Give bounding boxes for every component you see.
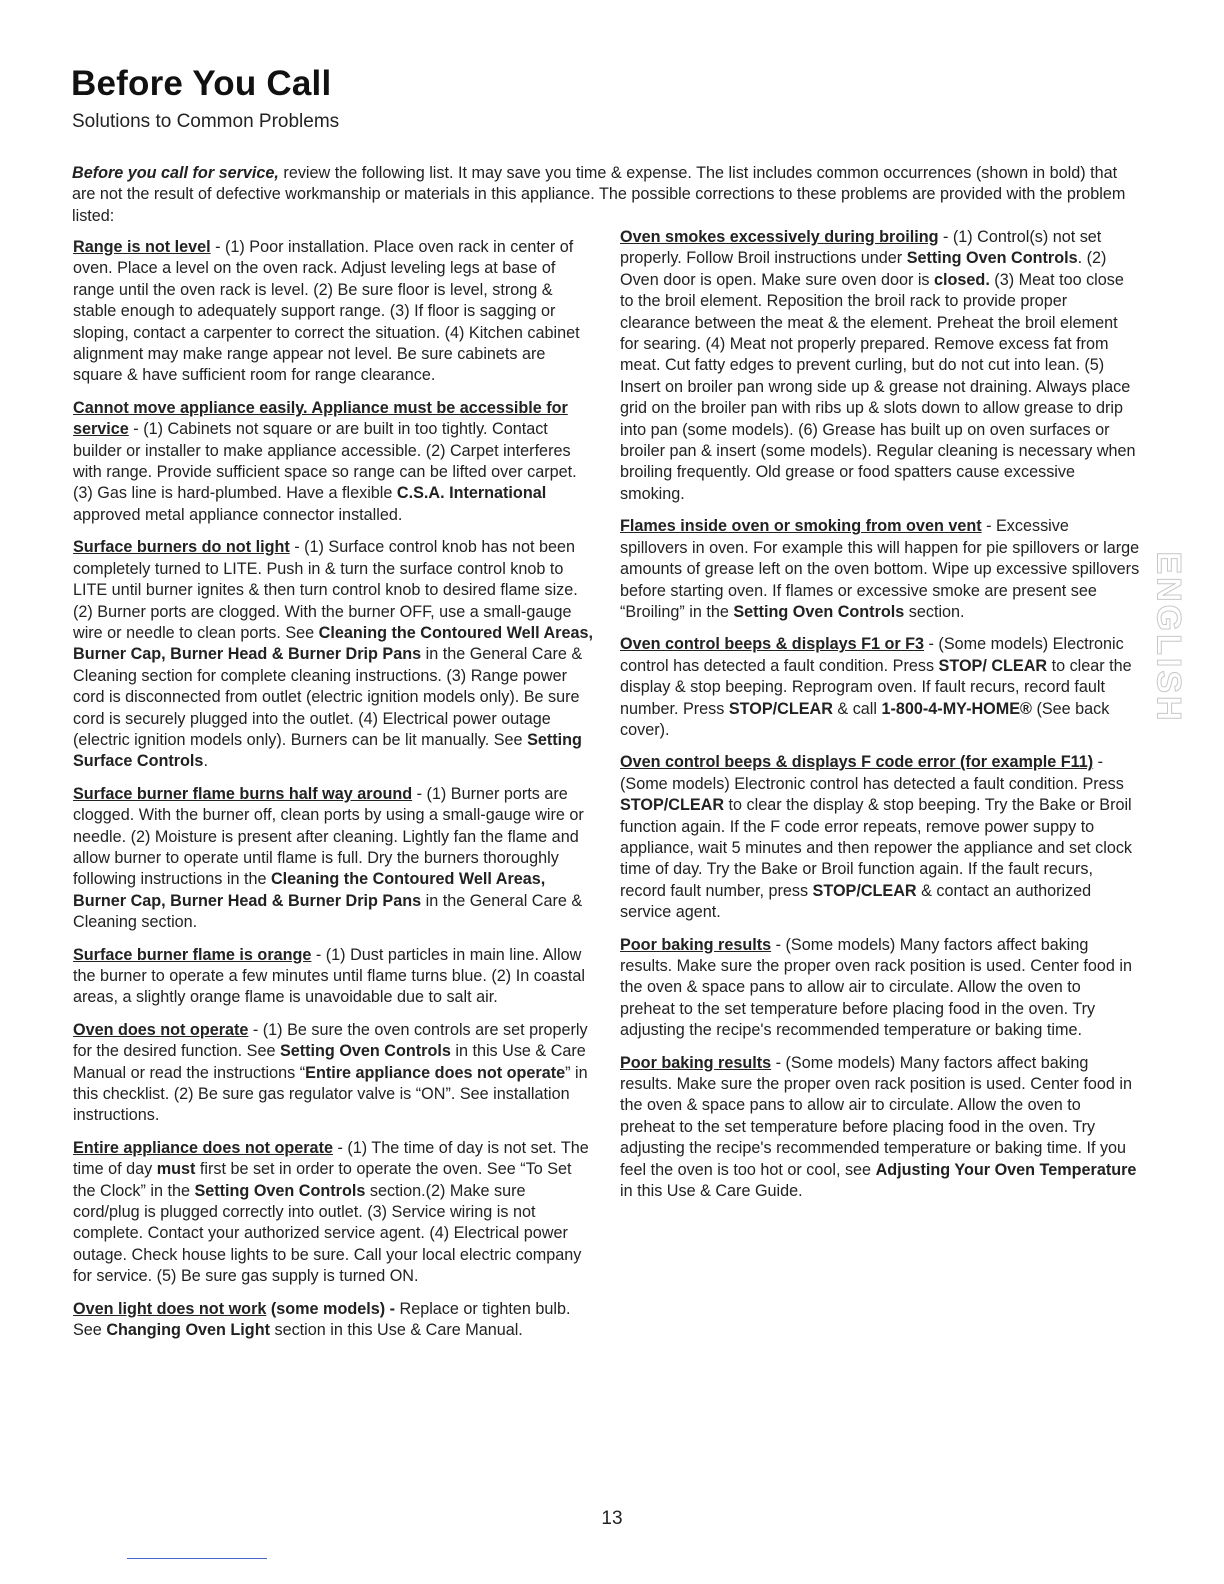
emphasis-text: Setting Oven Controls bbox=[279, 1042, 451, 1061]
solution-text: in the General Care & Cleaning section for complete cleaning instructions. (3) Range power cord is disconnected from outlet (electric ignition models only). Be sure cord is securely plugged into the outlet. (4) Electrical power outage (electric ignition models only). Burners can be lit manually. See bbox=[73, 645, 583, 749]
problem-heading: Oven control beeps & displays F code error (for example F11) bbox=[620, 753, 1094, 772]
emphasis-text: 1-800-4-MY-HOME® bbox=[881, 699, 1032, 718]
solution-text: & call bbox=[832, 699, 882, 718]
troubleshooting-entry bbox=[73, 1299, 596, 1342]
emphasis-text: STOP/CLEAR bbox=[812, 881, 917, 900]
solution-text: in the General Care & Cleaning section. bbox=[73, 891, 583, 932]
troubleshooting-entry bbox=[73, 945, 596, 1009]
problem-heading: Oven light does not work bbox=[73, 1299, 267, 1318]
intro-text: review the following list. It may save you time & expense. The list includes common occurrences (shown in bold) that are not the result of defective workmanship or materials in this appliance. The possible corrections to these problems are provided with the problem listed: bbox=[72, 164, 1126, 225]
emphasis-text: Setting Oven Controls bbox=[906, 249, 1078, 268]
problem-heading: Surface burners do not light bbox=[73, 538, 290, 557]
troubleshooting-entry bbox=[620, 227, 1140, 505]
problem-heading: Oven does not operate bbox=[73, 1020, 249, 1039]
troubleshooting-entry bbox=[620, 516, 1140, 623]
problem-heading: Range is not level bbox=[73, 238, 211, 256]
emphasis-text: Setting Oven Controls bbox=[733, 602, 905, 621]
solution-text: in this Use & Care Manual or read the instructions “ bbox=[73, 1042, 586, 1082]
solution-text: - (1) The time of day is not set. The time of day bbox=[73, 1138, 589, 1179]
solution-text: - (1) Be sure the oven controls are set properly for the desired function. See bbox=[73, 1020, 588, 1061]
emphasis-text: STOP/CLEAR bbox=[728, 699, 833, 718]
left-column bbox=[73, 237, 596, 1353]
emphasis-text: STOP/ CLEAR bbox=[938, 656, 1048, 675]
solution-text: - (Some models) Electronic control has detected a fault condition. Press bbox=[620, 753, 1124, 793]
solution-text: section. bbox=[904, 602, 965, 621]
language-side-tab bbox=[1149, 551, 1188, 724]
emphasis-text: must bbox=[156, 1160, 196, 1179]
troubleshooting-entry bbox=[73, 1138, 596, 1288]
solution-text: - (1) Surface control knob has not been completely turned to LITE. Push in & turn the surface control knob to LITE until burner ignites & then turn control knob to desired flame size. (2) Burner ports are clogged. With the burner OFF, use a small-gauge wire or needle to clean ports. See bbox=[73, 538, 578, 642]
emphasis-text: STOP/CLEAR bbox=[620, 796, 725, 815]
troubleshooting-entry bbox=[73, 1020, 596, 1127]
problem-heading: Poor baking results bbox=[620, 1053, 772, 1072]
solution-text: & contact an authorized service agent. bbox=[620, 881, 1092, 922]
emphasis-text: (some models) - bbox=[266, 1299, 395, 1318]
emphasis-text: closed. bbox=[934, 270, 990, 289]
solution-text: (3) Meat too close to the broil element. Reposition the broil rack to provide proper clearance between the meat & the element. Preheat the broil element for searing. (4) Meat not properly prepared. Remove excess fat from meat. Cut fatty edges to prevent curling, but do not cut into lean. (5) Insert on broiler pan wrong side up & grease not draining. Always place grid on the broiler pan with ribs up & slots down to allow grease to drip into pan (some models). (6) Grease has built up on oven surfaces or broiler pan & insert (some models). Regular cleaning is necessary when broiling frequently. Old grease or food spatters cause excessive smoking. bbox=[620, 270, 1136, 503]
solution-text: - (1) Burner ports are clogged. With the burner off, clean ports by using a small-gauge wire or needle. (2) Moisture is present after cleaning. Lightly fan the flame and allow burner to operate until flame is full. Dry the burners thoroughly following instructions in the bbox=[73, 784, 584, 889]
problem-heading: Poor baking results bbox=[620, 935, 772, 954]
troubleshooting-entry bbox=[620, 752, 1140, 923]
troubleshooting-entry bbox=[73, 784, 596, 934]
emphasis-text: Setting Oven Controls bbox=[194, 1181, 366, 1200]
solution-text: approved metal appliance connector installed. bbox=[73, 505, 403, 524]
footer-rule bbox=[127, 1558, 267, 1559]
solution-text: . (2) Oven door is open. Make sure oven door is bbox=[620, 249, 1107, 289]
problem-heading: Entire appliance does not operate bbox=[73, 1138, 333, 1157]
solution-text: to clear the display & stop beeping. Try the Bake or Broil function again. If the F code error repeats, remove power suppy to appliance, wait 5 minutes and then repower the appliance and set clock time of day. Try the Bake or Broil function again. If the fault recurs, record fault number, press bbox=[620, 796, 1133, 900]
emphasis-text: Cleaning the Contoured Well Areas, Burner Cap, Burner Head & Burner Drip Pans bbox=[73, 870, 546, 910]
troubleshooting-entry bbox=[73, 237, 596, 387]
solution-text: - (Some models) Many factors affect baking results. Make sure the proper oven rack position is used. Center food in the oven & space pans to allow air to circulate. Allow the oven to preheat to the set temperature before placing food in the oven. Try adjusting the recipe's recommended temperature or baking time. bbox=[620, 935, 1132, 1040]
problem-heading: Flames inside oven or smoking from oven vent bbox=[620, 517, 982, 536]
emphasis-text: C.S.A. International bbox=[396, 484, 547, 503]
emphasis-text: Setting Surface Controls bbox=[73, 730, 582, 771]
solution-text: Replace or tighten bulb. See bbox=[73, 1299, 571, 1340]
page-number: 13 bbox=[601, 1508, 623, 1529]
problem-heading: Oven control beeps & displays F1 or F3 bbox=[620, 635, 925, 654]
troubleshooting-entry bbox=[73, 398, 596, 526]
intro-lead: Before you call for service, bbox=[72, 164, 279, 182]
emphasis-text: Changing Oven Light bbox=[106, 1321, 270, 1340]
solution-text: ” in this checklist. (2) Be sure gas regulator valve is “ON”. See installation instructions. bbox=[73, 1063, 588, 1125]
troubleshooting-entry bbox=[620, 1053, 1140, 1203]
solution-text: section in this Use & Care Manual. bbox=[269, 1321, 523, 1340]
side-tab-label: ENGLISH bbox=[1149, 551, 1188, 724]
solution-text: - (1) Poor installation. Place oven rack in center of oven. Place a level on the oven rack. Adjust leveling legs at base of range until the oven rack is level. (2) Be sure floor is level, strong & stable enough to adequately support range. (3) If floor is sagging or sloping, contact a carpenter to correct the situation. (4) Kitchen cabinet alignment may make range appear not level. Be sure cabinets are square & have sufficient room for range clearance. bbox=[73, 238, 580, 385]
intro-paragraph bbox=[72, 163, 1142, 227]
solution-text: section.(2) Make sure cord/plug is plugged correctly into outlet. (3) Service wiring is not complete. Contact your authorized service agent. (4) Electrical power outage. Check house lights to be sure. Call your local electric company for service. (5) Be sure gas supply is turned ON. bbox=[73, 1181, 582, 1286]
solution-text: first be set in order to operate the oven. See “To Set the Clock” in the bbox=[73, 1160, 572, 1200]
solution-text: in this Use & Care Guide. bbox=[620, 1182, 803, 1201]
solution-text: . bbox=[203, 752, 208, 771]
troubleshooting-entry bbox=[620, 634, 1140, 741]
page-title: Before You Call bbox=[71, 64, 332, 103]
problem-heading: Oven smokes excessively during broiling bbox=[620, 228, 939, 246]
page-subtitle: Solutions to Common Problems bbox=[72, 111, 340, 132]
right-column bbox=[620, 227, 1140, 1213]
solution-text: to clear the display & stop beeping. Reprogram oven. If fault recurs, record fault number. Press bbox=[620, 656, 1132, 718]
troubleshooting-entry bbox=[73, 537, 596, 772]
solution-text: - (Some models) Many factors affect baking results. Make sure the proper oven rack position is used. Center food in the oven & space pans to allow air to circulate. Allow the oven to preheat to the set temperature before placing food in the oven. Try adjusting the recipe's recommended temperature or baking time. If you feel the oven is too hot or cool, see bbox=[620, 1053, 1132, 1179]
solution-text: - (1) Dust particles in main line. Allow the burner to operate a few minutes until flame turns blue. (2) In coastal areas, a slightly orange flame is unavoidable due to salt air. bbox=[73, 945, 585, 1007]
solution-text: (See back cover). bbox=[620, 699, 1110, 739]
problem-heading: Surface burner flame burns half way around bbox=[73, 784, 413, 803]
emphasis-text: Adjusting Your Oven Temperature bbox=[875, 1160, 1137, 1179]
solution-text: - (1) Cabinets not square or are built in too tightly. Contact builder or installer to make appliance accessible. (2) Carpet interferes with range. Provide sufficient space so range can be lifted over carpet. (3) Gas line is hard-plumbed. Have a flexible bbox=[73, 420, 577, 503]
emphasis-text: Entire appliance does not operate bbox=[305, 1063, 566, 1082]
troubleshooting-entry bbox=[620, 935, 1140, 1042]
solution-text: - Excessive spillovers in oven. For example this will happen for pie spillovers or large amounts of grease left on the oven bottom. Wipe up excessive spillovers before starting oven. If flames or excessive smoke are present see “Broiling” in the bbox=[620, 517, 1140, 621]
solution-text: - (1) Control(s) not set properly. Follow Broil instructions under bbox=[620, 228, 1102, 268]
emphasis-text: Cleaning the Contoured Well Areas, Burner Cap, Burner Head & Burner Drip Pans bbox=[73, 623, 593, 664]
problem-heading: Cannot move appliance easily. Appliance must be accessible for service bbox=[73, 398, 568, 439]
solution-text: - (Some models) Electronic control has detected a fault condition. Press bbox=[620, 635, 1124, 675]
problem-heading: Surface burner flame is orange bbox=[73, 945, 312, 964]
